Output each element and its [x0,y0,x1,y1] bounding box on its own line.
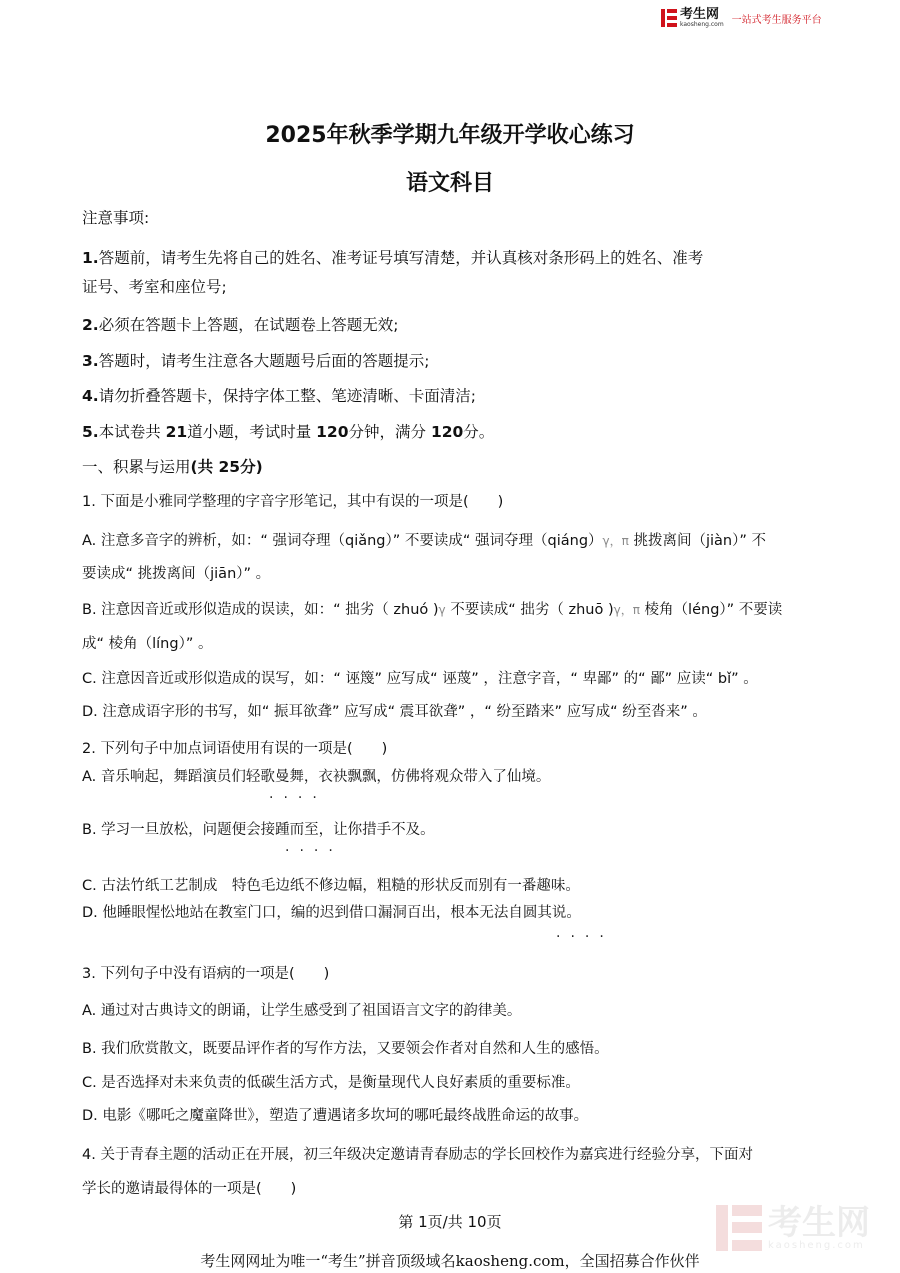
q2-option-c: C. 古法竹纸工艺制成 特色毛边纸不修边幅，粗糙的形状反而别有一番趣味。 [82,878,580,894]
header-slogan: 一站式考生服务平台 [731,14,822,26]
kaosheng-watermark-icon [716,1205,762,1251]
notice-item-3: 3.答题时，请考生注意各大题题号后面的答题提示; [82,352,430,370]
notice-heading: 注意事项: [82,209,150,227]
notice-item-1-cont: 证号、考室和座位号; [82,278,227,296]
watermark [716,1202,870,1251]
q3-stem: 3. 下列句子中没有语病的一项是( ) [82,966,330,982]
q1-option-c: C. 注意因音近或形似造成的误写，如：“ 诬篾” 应写成“ 诬蔑” ，注意字音，“ 卑鄙” 的“ 鄙” 应读“ bǐ” 。 [82,671,758,687]
exam-subject: 语文科目 [405,171,494,196]
q3-option-b: B. 我们欣赏散文，既要品评作者的写作方法，又要领会作者对自然和人生的感悟。 [82,1041,609,1057]
q1-option-a: A. 注意多音字的辨析，如：“ 强词夺理（qiǎng）” 不要读成“ 强词夺理（qiáng）γ，π 挑拨离间（jiàn）” 不 [82,533,766,549]
q3-option-c: C. 是否选择对未来负责的低碳生活方式，是衡量现代人良好素质的重要标准。 [82,1075,580,1091]
header-logo [661,7,822,29]
q1-option-a-cont: 要读成“ 挑拨离间（jiān）” 。 [82,566,271,582]
footer-note: 考生网网址为唯一“考生”拼音顶级域名kaosheng.com，全国招募合作伙伴 [200,1252,700,1270]
q2-option-a: A. 音乐响起，舞蹈演员们轻歌曼舞，衣袂飘飘，仿佛将观众带入了仙境。 [82,769,551,785]
q1-stem: 1. 下面是小雅同学整理的字音字形笔记，其中有误的一项是( ) [82,494,504,510]
q2-option-d: D. 他睡眼惺忪地站在教室门口，编的迟到借口漏洞百出，根本无法自圆其说。 [82,905,581,921]
exam-title: 2025年秋季学期九年级开学收心练习 [265,123,635,148]
q3-option-a: A. 通过对古典诗文的朗诵，让学生感受到了祖国语言文字的韵律美。 [82,1003,522,1019]
emphasis-dots: ···· [285,843,343,859]
notice-item-1: 1.答题前，请考生先将自己的姓名、准考证号填写清楚，并认真核对条形码上的姓名、准考 [82,249,704,267]
kaosheng-logo-icon [661,9,677,27]
logo-name: 考生网 [680,7,720,22]
notice-item-2: 2.必须在答题卡上答题，在试题卷上答题无效; [82,316,399,334]
notice-item-5: 5.本试卷共 21道小题，考试时量 120分钟，满分 120分。 [82,423,495,441]
page-number: 第 1页/共 10页 [398,1213,502,1231]
q1-option-d: D. 注意成语字形的书写，如“ 振耳欲聋” 应写成“ 震耳欲聋” ，“ 纷至踏来” 应写成“ 纷至沓来” 。 [82,704,707,720]
section-heading: 一、积累与运用(共 25分) [82,458,263,476]
emphasis-dots: ···· [269,790,327,806]
q2-option-b: B. 学习一旦放松，问题便会接踵而至，让你措手不及。 [82,822,435,838]
q3-option-d: D. 电影《哪吒之魔童降世》，塑造了遭遇诸多坎坷的哪吒最终战胜命运的故事。 [82,1108,589,1124]
watermark-name: 考生网 [768,1202,870,1243]
notice-item-4: 4.请勿折叠答题卡，保持字体工整、笔迹清晰、卡面清洁; [82,387,476,405]
q2-stem: 2. 下列句子中加点词语使用有误的一项是( ) [82,741,388,757]
q4-stem-cont: 学长的邀请最得体的一项是( ) [82,1181,297,1197]
q1-option-b-cont: 成“ 棱角（líng）” 。 [82,636,213,652]
q4-stem: 4. 关于青春主题的活动正在开展，初三年级决定邀请青春励志的学长回校作为嘉宾进行经验分享，下面对 [82,1147,753,1163]
notice-number: 1. [82,249,99,267]
q1-option-b: B. 注意因音近或形似造成的误读，如：“ 拙劣（ zhuó )γ 不要读成“ 拙劣（ zhuō )γ，π 棱角（léng）” 不要读 [82,602,783,618]
watermark-domain: kaosheng.com [768,1239,865,1251]
logo-domain: kaosheng.com [680,21,724,28]
emphasis-dots: ···· [556,929,614,945]
